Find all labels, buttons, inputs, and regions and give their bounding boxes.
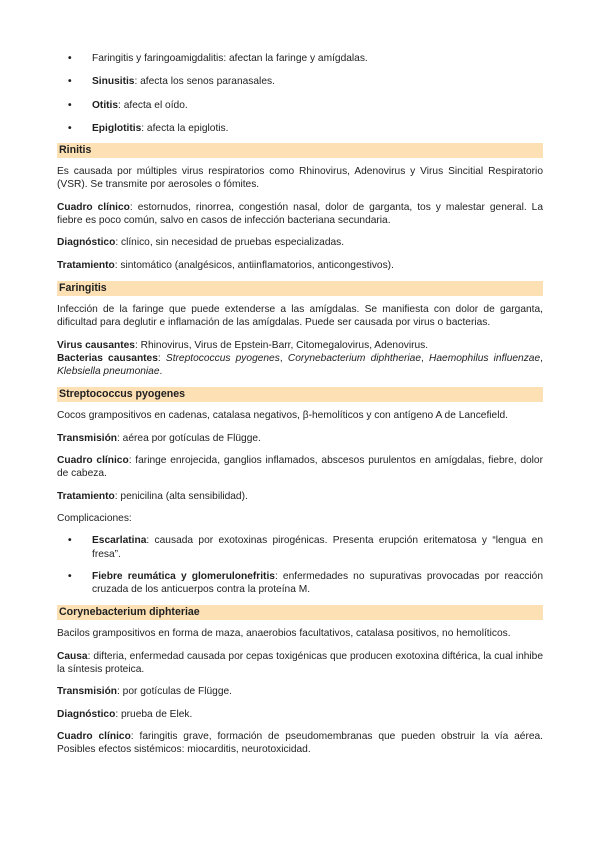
faringitis-bacterias: Bacterias causantes: Streptococcus pyogenes, Corynebacterium diphtheriae, Haemophilus influenzae, Klebsiella pneumoniae.	[57, 352, 543, 378]
list-item: • Fiebre reumática y glomerulonefritis: enfermedades no supurativas provocadas por reacción cruzada de los anticuerpos contra la proteína M.	[57, 570, 543, 597]
term-otitis: Otitis	[92, 99, 119, 111]
rinitis-treatment: Tratamiento: sintomático (analgésicos, antiinflamatorios, anticongestivos).	[57, 259, 394, 271]
section-heading-faringitis: Faringitis	[57, 281, 543, 296]
list-item: • Escarlatina: causada por exotoxinas pirogénicas. Presenta erupción eritematosa y “lengua en fresa”.	[57, 534, 543, 561]
term-epiglotitis: Epiglotitis	[92, 122, 142, 134]
strepto-complications-label: Complicaciones:	[57, 512, 132, 524]
list-item: • Sinusitis: afecta los senos paranasales.	[57, 75, 543, 88]
list-item: • Epiglotitis: afecta la epiglotis.	[57, 122, 543, 135]
rinitis-diagnosis: Diagnóstico: clínico, sin necesidad de pruebas especializadas.	[57, 237, 345, 249]
coryne-diagnosis: Diagnóstico: prueba de Elek.	[57, 708, 193, 720]
coryne-transmission: Transmisión: por gotículas de Flügge.	[57, 686, 232, 698]
rinitis-intro: Es causada por múltiples virus respiratorios como Rhinovirus, Adenovirus y Virus Sincitial Respiratorio (VSR). Se transmite por aerosoles o fómites.	[57, 166, 543, 191]
strepto-treatment: Tratamiento: penicilina (alta sensibilidad).	[57, 490, 248, 502]
section-heading-corynebacterium: Corynebacterium diphteriae	[57, 605, 543, 620]
coryne-clinical: Cuadro clínico: faringitis grave, formación de pseudomembranas que pueden obstruir la vía aérea. Posibles efectos sistémicos: miocarditis, neurotoxicidad.	[57, 730, 543, 756]
list-item: • Faringitis y faringoamigdalitis: afectan la faringe y amígdalas.	[57, 52, 543, 65]
strepto-transmission: Transmisión: aérea por gotículas de Flügge.	[57, 432, 261, 444]
strepto-clinical: Cuadro clínico: faringe enrojecida, ganglios inflamados, abscesos purulentos en amígdalas, fiebre, dolor de cabeza.	[57, 455, 543, 480]
section-heading-rinitis: Rinitis	[57, 143, 543, 158]
coryne-cause: Causa: difteria, enfermedad causada por cepas toxigénicas que producen exotoxina diftérica, la cual inhibe la síntesis proteica.	[57, 650, 543, 676]
coryne-intro: Bacilos grampositivos en forma de maza, anaerobios facultativos, catalasa positivos, no hemolíticos.	[57, 628, 511, 640]
rinitis-clinical: Cuadro clínico: estornudos, rinorrea, congestión nasal, dolor de garganta, tos y malestar general. La fiebre es poco común, salvo en casos de infección bacteriana secundaria.	[57, 201, 543, 227]
complications-list	[57, 534, 543, 596]
faringitis-virus: Virus causantes: Rhinovirus, Virus de Epstein-Barr, Citomegalovirus, Adenovirus.	[57, 339, 429, 351]
term-sinusitis: Sinusitis	[92, 76, 135, 88]
document-content	[57, 52, 543, 766]
faringitis-intro: Infección de la faringe que puede extenderse a las amígdalas. Se manifiesta con dolor de garganta, dificultad para deglutir e inflamación de las amígdalas. Puede ser causada por virus o bacterias.	[57, 303, 543, 329]
infection-types-list	[57, 52, 543, 135]
section-heading-streptococcus: Streptococcus pyogenes	[57, 387, 543, 402]
list-item: • Otitis: afecta el oído.	[57, 99, 543, 112]
strepto-intro: Cocos grampositivos en cadenas, catalasa negativos, β-hemolíticos y con antígeno A de Lancefield.	[57, 410, 508, 422]
